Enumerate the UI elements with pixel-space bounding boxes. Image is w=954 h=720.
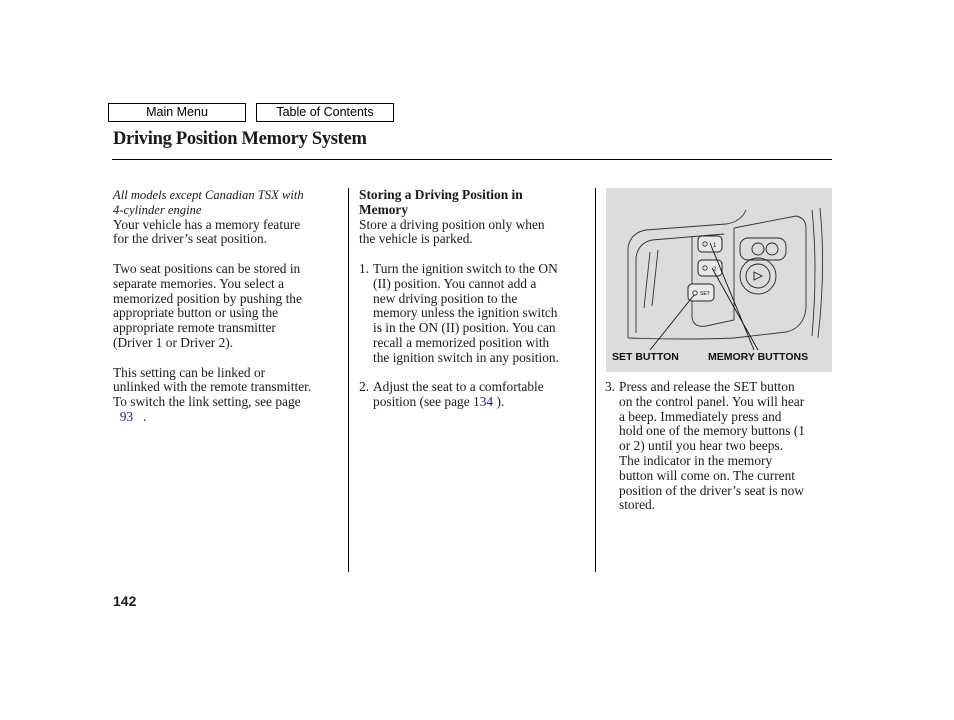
section-heading: Storing a Driving Position in Memory — [359, 187, 523, 217]
main-menu-button[interactable]: Main Menu — [108, 103, 246, 122]
set-button-label: SET BUTTON — [612, 351, 679, 363]
svg-text:2: 2 — [713, 267, 717, 273]
step-1: 1. Turn the ignition switch to the ON (II) position. You cannot add a new driving position to the memory unless the ignition switch is in the ON (II) position. You can recall a memorized position with the ignition switch in any position. — [359, 260, 559, 365]
paragraph-intro: Store a driving position only when the vehicle is parked. — [359, 216, 545, 247]
page-number: 142 — [113, 593, 137, 609]
seat-memory-control-panel-illustration — [606, 188, 832, 372]
paragraph-link-setting: This setting can be linked or unlinked with the remote transmitter. To switch the link setting, see page 93 . — [113, 364, 312, 424]
svg-text:1: 1 — [713, 243, 717, 249]
column-middle — [359, 188, 587, 410]
page-title: Driving Position Memory System — [113, 129, 367, 149]
step-3: 3. Press and release the SET button on the control panel. You will hear a beep. Immediately press and hold one of the memory buttons (1 or 2) until you hear two beeps. The indicator in the memory button will come on. The current position of the driver’s seat is now stored. — [605, 379, 805, 513]
svg-text:SET: SET — [700, 291, 710, 297]
control-panel-drawing — [606, 188, 832, 372]
table-of-contents-button[interactable]: Table of Contents — [256, 103, 394, 122]
column-left — [113, 188, 345, 425]
column-divider — [595, 188, 596, 572]
column-divider — [348, 188, 349, 572]
title-divider — [112, 159, 832, 160]
paragraph-two-positions: Two seat positions can be stored in separate memories. You select a memorized position by pushing the appropriate button or using the appropriate remote transmitter (Driver 1 or Driver 2). — [113, 260, 302, 350]
page-link-93[interactable]: 93 — [119, 408, 134, 424]
set-button — [688, 284, 714, 301]
applicability-note: All models except Canadian TSX with 4-cylinder engine — [113, 188, 304, 217]
column-right — [605, 380, 833, 513]
memory-buttons-label: MEMORY BUTTONS — [708, 351, 809, 363]
step-2: 2. Adjust the seat to a comfortable position (see page 134 ). — [359, 379, 544, 410]
page-link-134[interactable]: 134 — [473, 394, 494, 410]
paragraph-memory-feature: Your vehicle has a memory feature for the driver’s seat position. — [113, 216, 301, 247]
